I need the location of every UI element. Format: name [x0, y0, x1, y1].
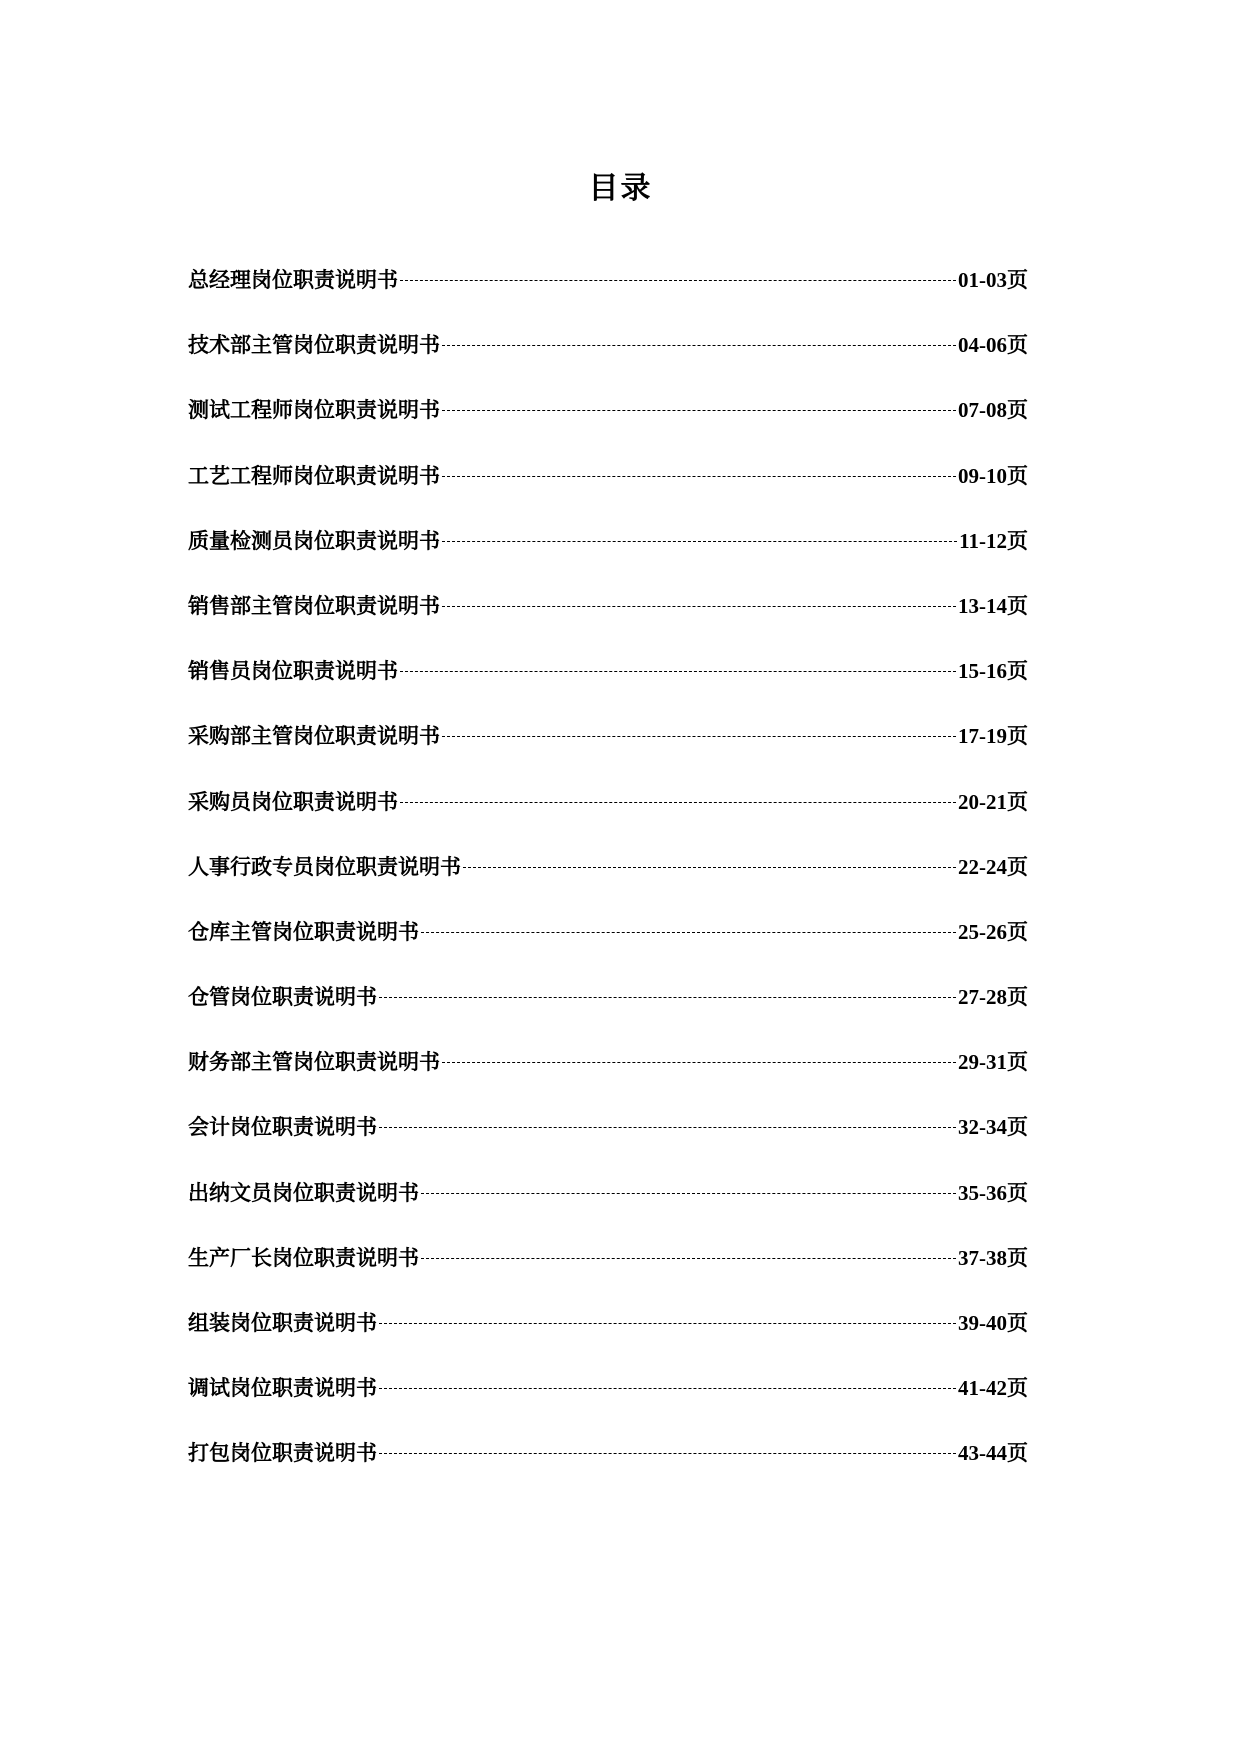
toc-entry[interactable] — [188, 1046, 1028, 1111]
toc-leader-line — [400, 671, 956, 672]
toc-entry-title: 组装岗位职责说明书 — [188, 1311, 377, 1335]
toc-leader-line — [442, 606, 956, 607]
toc-entry-title: 仓库主管岗位职责说明书 — [188, 919, 419, 944]
toc-entry-title: 测试工程师岗位职责说明书 — [188, 398, 440, 423]
toc-entry[interactable] — [188, 394, 1028, 459]
toc-entry-pages: 09-10页 — [958, 463, 1028, 488]
toc-entry-pages: 04-06页 — [958, 333, 1028, 358]
toc-entry-title: 生产厂长岗位职责说明书 — [188, 1245, 419, 1270]
table-of-contents — [188, 264, 1028, 1503]
toc-leader-line — [421, 932, 956, 933]
toc-leader-line — [400, 280, 956, 281]
toc-entry[interactable] — [188, 264, 1028, 329]
toc-entry-pages: 15-16页 — [958, 659, 1028, 684]
toc-entry-pages: 20-21页 — [958, 789, 1028, 814]
toc-entry-title: 出纳文员岗位职责说明书 — [188, 1180, 419, 1205]
toc-entry-title: 调试岗位职责说明书 — [188, 1376, 377, 1401]
toc-entry[interactable] — [188, 981, 1028, 1046]
toc-leader-line — [379, 1127, 956, 1128]
toc-leader-line — [379, 1388, 956, 1389]
toc-leader-line — [442, 345, 956, 346]
toc-leader-line — [379, 997, 956, 998]
toc-entry-title: 销售部主管岗位职责说明书 — [188, 593, 440, 618]
toc-entry[interactable] — [188, 851, 1028, 916]
toc-entry-title: 财务部主管岗位职责说明书 — [188, 1050, 440, 1075]
toc-entry[interactable] — [188, 916, 1028, 981]
toc-leader-line — [442, 410, 956, 411]
toc-leader-line — [442, 1062, 956, 1063]
toc-entry-title: 仓管岗位职责说明书 — [188, 985, 377, 1010]
toc-entry-title: 总经理岗位职责说明书 — [188, 268, 398, 292]
toc-leader-line — [442, 541, 957, 542]
toc-entry[interactable] — [188, 1437, 1028, 1502]
toc-entry[interactable] — [188, 655, 1028, 720]
toc-entry[interactable] — [188, 1242, 1028, 1307]
toc-entry-title: 技术部主管岗位职责说明书 — [188, 333, 440, 358]
toc-entry-pages: 37-38页 — [958, 1245, 1028, 1270]
toc-entry-title: 会计岗位职责说明书 — [188, 1115, 377, 1140]
toc-entry-pages: 35-36页 — [958, 1180, 1028, 1205]
toc-entry-title: 质量检测员岗位职责说明书 — [188, 528, 440, 553]
toc-leader-line — [379, 1453, 956, 1454]
toc-entry-pages: 11-12页 — [959, 528, 1028, 553]
toc-leader-line — [400, 802, 956, 803]
toc-leader-line — [421, 1258, 956, 1259]
toc-entry-pages: 32-34页 — [958, 1115, 1028, 1140]
toc-entry-pages: 27-28页 — [958, 985, 1028, 1010]
toc-entry-title: 销售员岗位职责说明书 — [188, 659, 398, 684]
toc-entry-pages: 25-26页 — [958, 919, 1028, 944]
toc-entry-pages: 13-14页 — [958, 593, 1028, 618]
toc-entry[interactable] — [188, 525, 1028, 590]
toc-entry-title: 采购部主管岗位职责说明书 — [188, 724, 440, 749]
page-title: 目录 — [588, 171, 653, 206]
toc-entry-pages: 22-24页 — [958, 854, 1028, 879]
toc-entry-pages: 29-31页 — [958, 1050, 1028, 1075]
toc-entry-title: 人事行政专员岗位职责说明书 — [188, 854, 461, 879]
toc-entry[interactable] — [188, 1111, 1028, 1176]
toc-leader-line — [379, 1323, 956, 1324]
toc-entry[interactable] — [188, 329, 1028, 394]
toc-entry-pages: 01-03页 — [958, 268, 1028, 292]
toc-leader-line — [442, 476, 956, 477]
toc-entry-title: 采购员岗位职责说明书 — [188, 789, 398, 814]
toc-entry[interactable] — [188, 1177, 1028, 1242]
toc-leader-line — [463, 867, 956, 868]
toc-entry-pages: 39-40页 — [958, 1311, 1028, 1335]
toc-entry-pages: 43-44页 — [958, 1441, 1028, 1466]
toc-entry[interactable] — [188, 590, 1028, 655]
toc-leader-line — [421, 1193, 956, 1194]
toc-entry[interactable] — [188, 1372, 1028, 1437]
toc-entry-pages: 07-08页 — [958, 398, 1028, 423]
toc-entry-title: 打包岗位职责说明书 — [188, 1441, 377, 1466]
toc-entry[interactable] — [188, 720, 1028, 785]
toc-entry[interactable] — [188, 1307, 1028, 1372]
toc-entry[interactable] — [188, 460, 1028, 525]
toc-entry[interactable] — [188, 786, 1028, 851]
toc-entry-title: 工艺工程师岗位职责说明书 — [188, 463, 440, 488]
toc-entry-pages: 41-42页 — [958, 1376, 1028, 1401]
toc-leader-line — [442, 736, 956, 737]
toc-entry-pages: 17-19页 — [958, 724, 1028, 749]
